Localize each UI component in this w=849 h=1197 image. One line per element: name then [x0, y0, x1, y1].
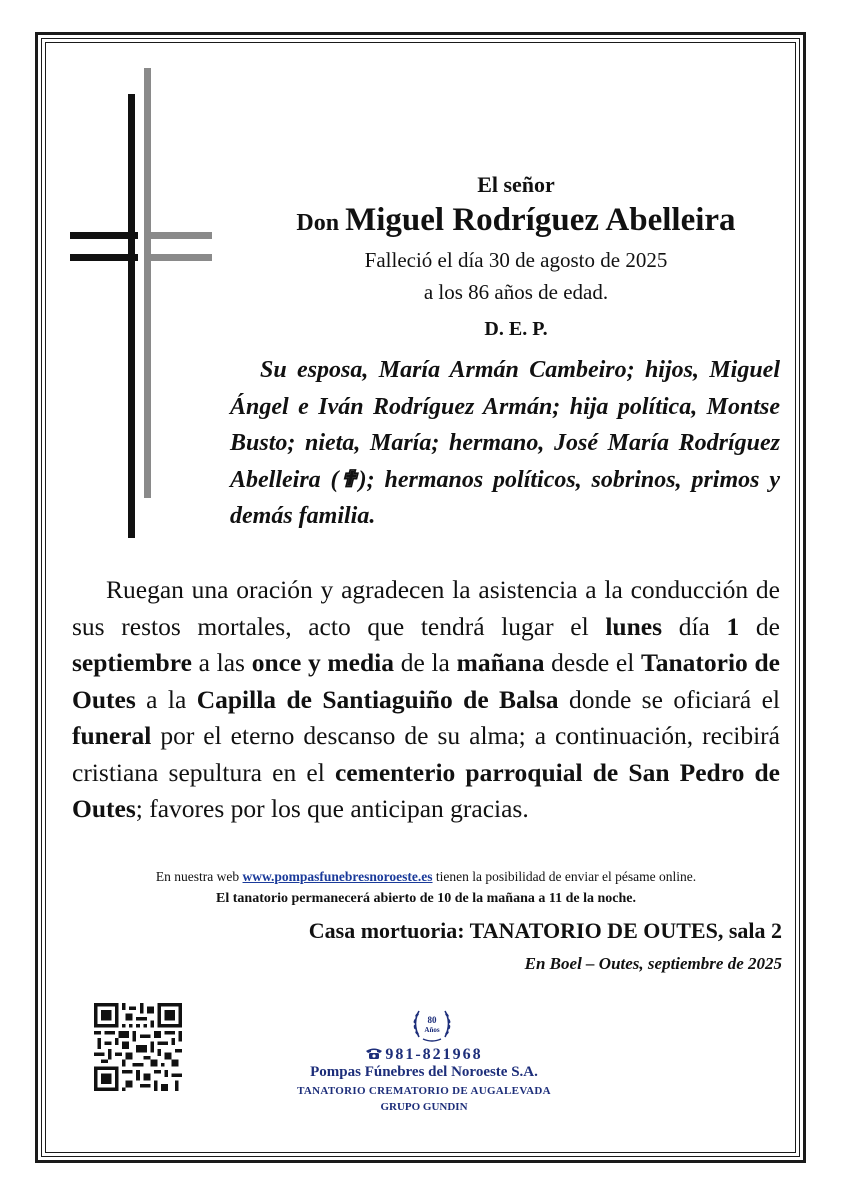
- web-note-text: tienen la posibilidad de enviar el pésame online.: [432, 869, 697, 884]
- title-prefix: Don: [296, 210, 340, 236]
- body-bold: septiembre: [72, 648, 192, 677]
- full-name: Miguel Rodríguez Abelleira: [345, 202, 736, 238]
- qr-code[interactable]: [94, 1003, 182, 1091]
- body-text: a la: [135, 684, 197, 714]
- mortuary-location: Casa mortuoria: TANATORIO DE OUTES, sala 2: [308, 918, 782, 943]
- family-text-1: Su esposa, María Armán Cambeiro; hijos, Miguel Ángel e Iván Rodríguez Armán; hija política, Montse Busto; nieta, María; hermano, José María Rodríguez Abelleira (: [230, 357, 780, 493]
- body-bold: cementerio parroquial de San Pedro de Outes: [72, 757, 780, 823]
- body-text: a las: [191, 648, 252, 677]
- ceremony-text: [72, 572, 780, 828]
- body-bold: mañana: [456, 648, 545, 677]
- web-note: [72, 869, 780, 885]
- body-text: de: [739, 611, 780, 641]
- seal-number: 80: [427, 1015, 437, 1025]
- body-bold: Capilla de Santiaguiño de Balsa: [196, 684, 559, 714]
- body-text: de la: [394, 648, 457, 677]
- place-date: En Boel – Outes, septiembre de 2025: [524, 954, 782, 973]
- body-text: desde el: [544, 648, 642, 677]
- phone-number[interactable]: 981-821968: [385, 1046, 483, 1063]
- body-text: donde se oficiará el: [558, 684, 780, 714]
- body-text: por el eterno descanso de su alma; a continuación, recibirá cristiana sepultura en el: [72, 721, 780, 787]
- body-text: ; favores por los que anticipan gracias.: [135, 794, 529, 823]
- death-date: Falleció el día 30 de agosto de 2025: [364, 248, 668, 272]
- body-bold: 1: [726, 611, 740, 641]
- phone-icon: [365, 1047, 383, 1060]
- deceased-name: [252, 202, 780, 239]
- web-note-text: En nuestra web: [155, 869, 243, 884]
- small-cross-icon: ✟: [338, 466, 359, 493]
- body-bold: lunes: [605, 611, 663, 641]
- crematorio-name: TANATORIO CREMATORIO DE AUGALEVADA: [297, 1085, 551, 1097]
- opening-hours: El tanatorio permanecerá abierto de 10 de la mañana a 11 de la noche.: [216, 891, 636, 906]
- body-text: Ruegan una oración y agradecen la asistencia a la conducción de sus restos mortales, acto que tendrá lugar el: [72, 575, 780, 641]
- seal-word: Años: [424, 1026, 440, 1034]
- family-list: [230, 352, 780, 535]
- body-bold: Tanatorio de Outes: [72, 648, 780, 714]
- website-link[interactable]: www.pompasfunebresnoroeste.es: [242, 869, 433, 884]
- body-bold: once y media: [251, 648, 394, 677]
- cross-icon: [66, 66, 216, 546]
- phone-line: [252, 1046, 596, 1064]
- body-text: día: [662, 611, 727, 641]
- company-name: Pompas Fúnebres del Noroeste S.A.: [310, 1064, 538, 1080]
- family-text-2: ); hermanos políticos, sobrinos, primos y demás familia.: [230, 466, 780, 529]
- dep-text: D. E. P.: [484, 318, 548, 340]
- intro-text: El señor: [477, 172, 555, 197]
- body-bold: funeral: [72, 721, 152, 750]
- age-line: a los 86 años de edad.: [423, 280, 609, 304]
- anniversary-seal-icon: [409, 1005, 455, 1045]
- group-name: GRUPO GUNDIN: [380, 1101, 468, 1113]
